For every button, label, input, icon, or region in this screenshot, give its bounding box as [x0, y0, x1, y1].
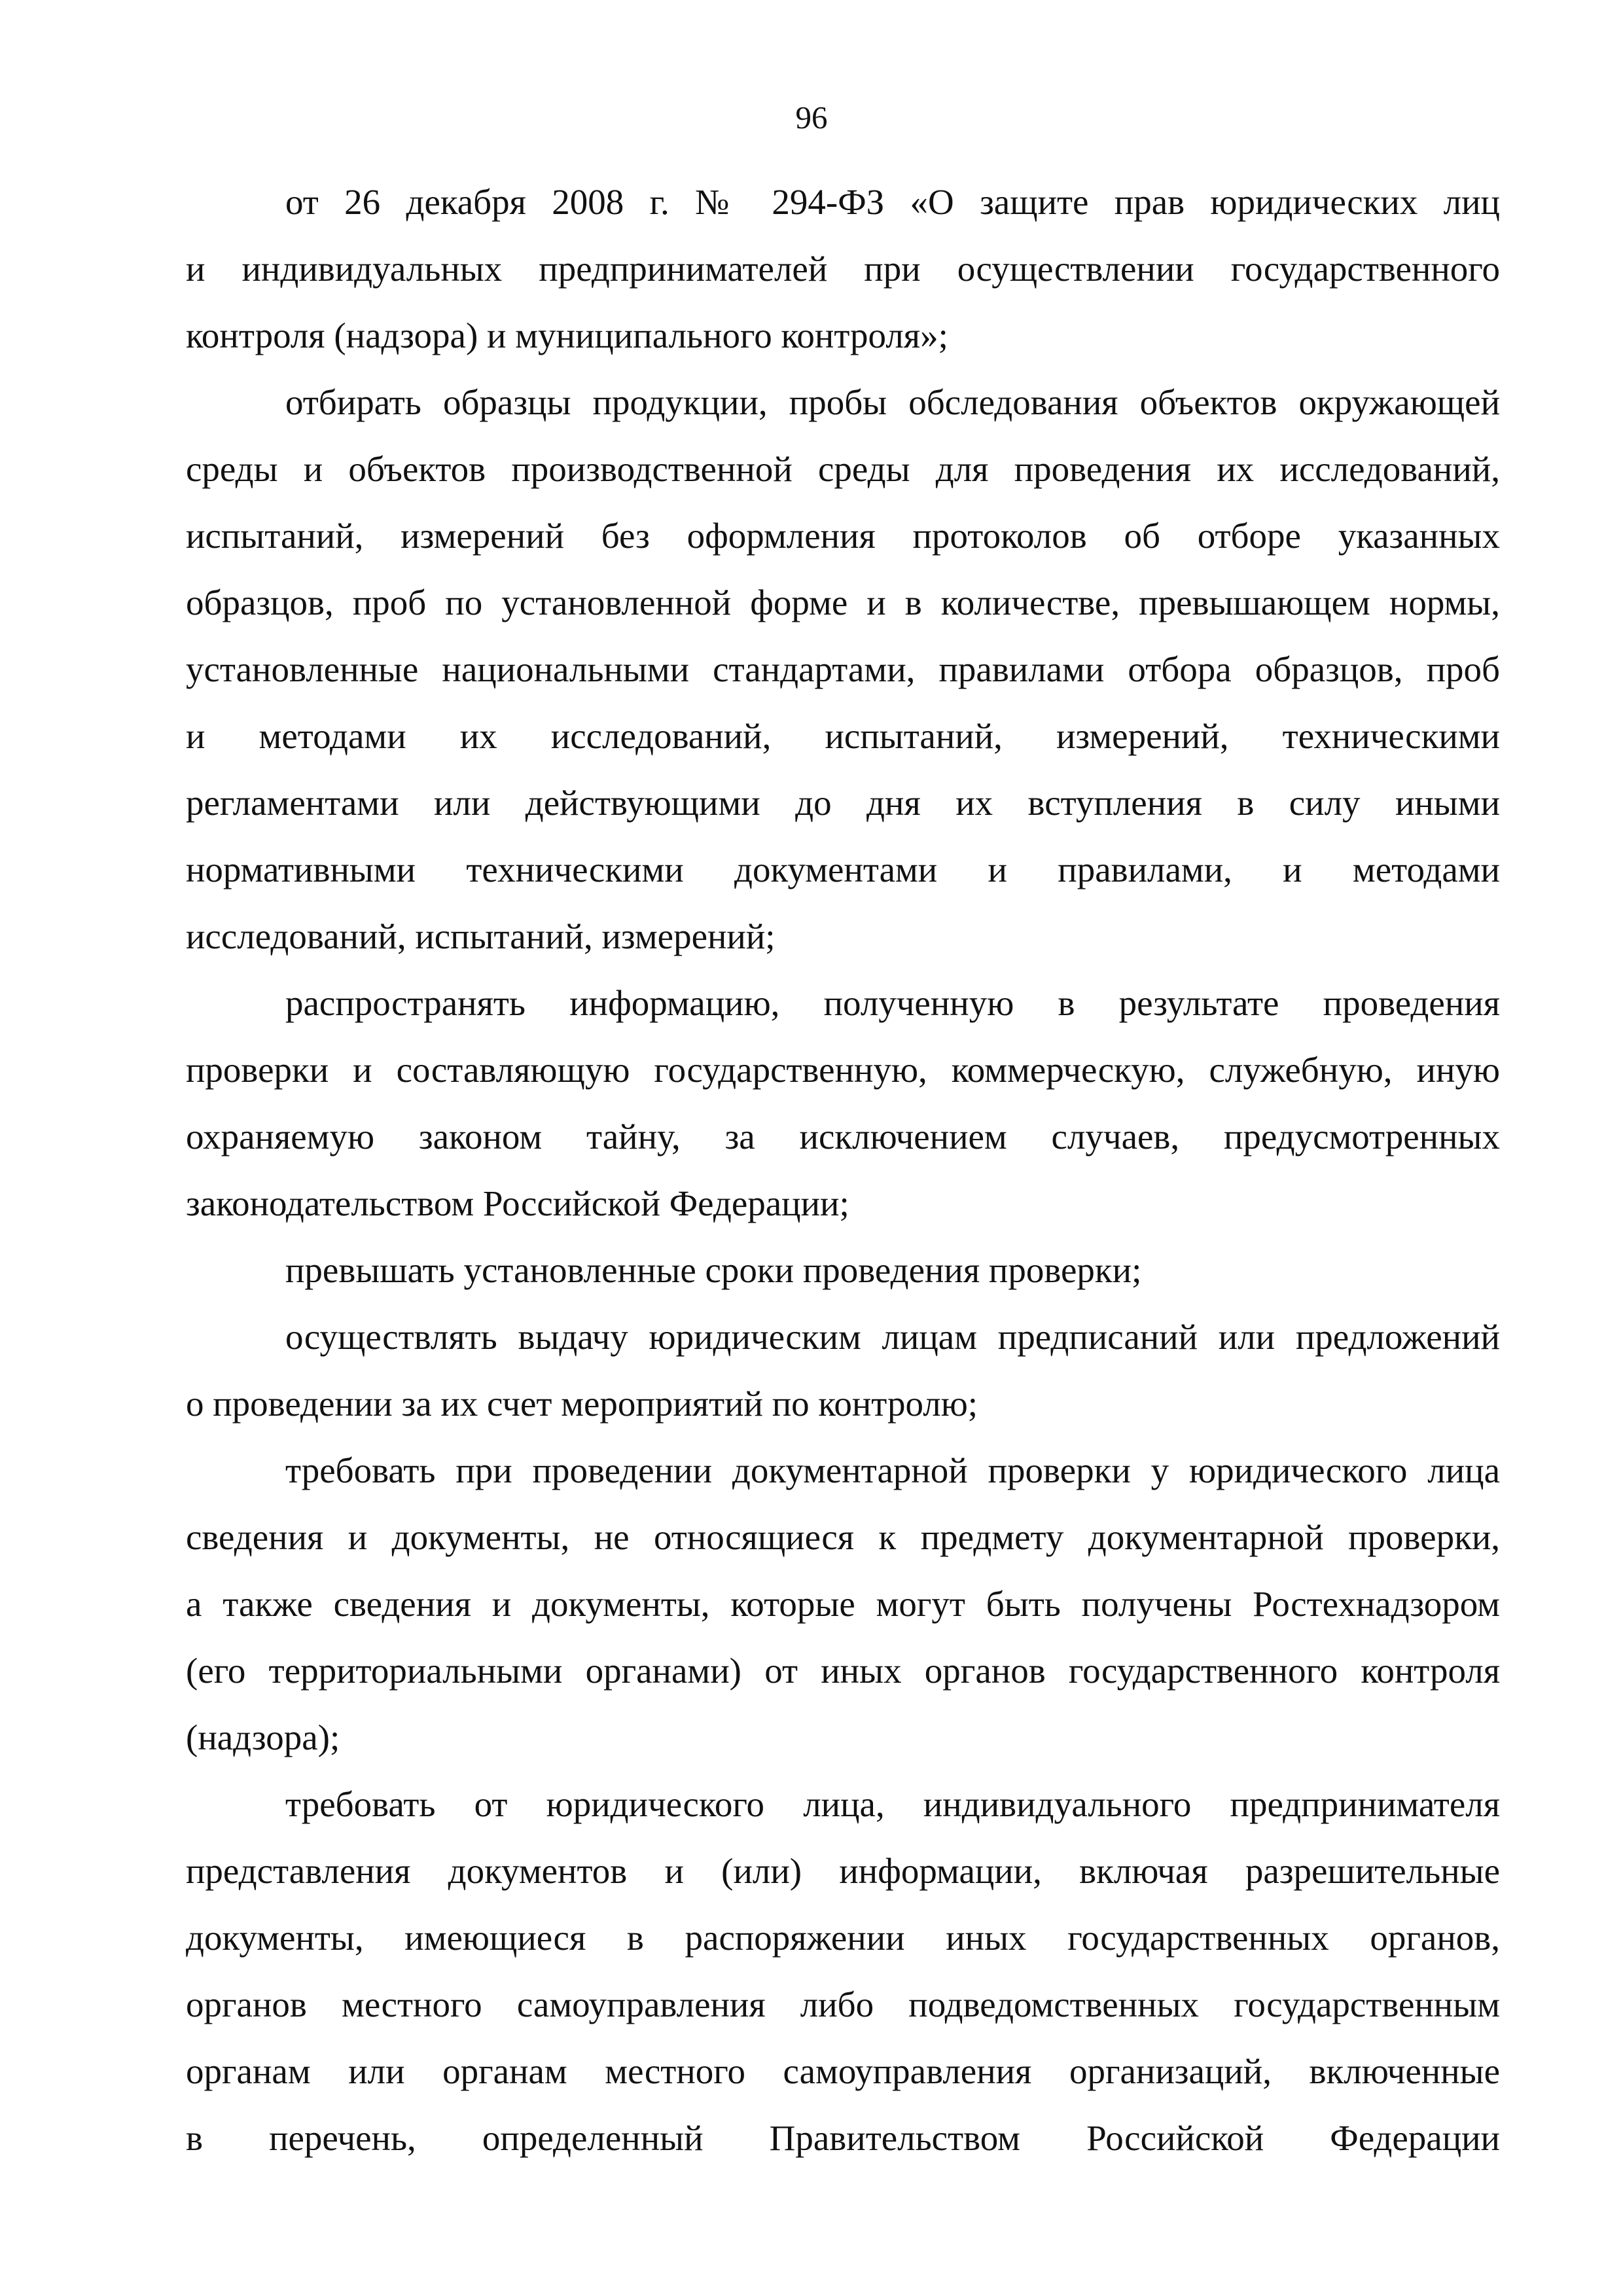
page-number: 96 [795, 99, 828, 135]
text-line: контроля (надзора) и муниципального контроля»; [186, 315, 948, 355]
text-line: осуществлять выдачу юридическим лицам предписаний или предложений [285, 1317, 1500, 1357]
text-line: органов местного самоуправления либо подведомственных государственным [186, 1984, 1500, 2024]
text-line: регламентами или действующими до дня их вступления в силу иными [186, 783, 1500, 823]
text-line: испытаний, измерений без оформления протоколов об отборе указанных [186, 516, 1500, 556]
text-line: нормативными техническими документами и правилами, и методами [186, 850, 1500, 889]
text-line: органам или органам местного самоуправления организаций, включенные [186, 2051, 1500, 2091]
text-line: от 26 декабря 2008 г. № 294-ФЗ «О защите прав юридических лиц [285, 182, 1500, 222]
text-line: в перечень, определенный Правительством Российской Федерации [186, 2118, 1500, 2158]
text-line: законодательством Российской Федерации; [186, 1183, 849, 1223]
text-line: отбирать образцы продукции, пробы обследования объектов окружающей [285, 382, 1500, 422]
text-line: представления документов и (или) информации, включая разрешительные [186, 1851, 1500, 1891]
text-line: охраняемую законом тайну, за исключением случаев, предусмотренных [186, 1117, 1500, 1157]
text-line: среды и объектов производственной среды для проведения их исследований, [186, 449, 1500, 489]
document-body [186, 169, 1500, 2172]
text-line: образцов, проб по установленной форме и в количестве, превышающем нормы, [186, 583, 1500, 622]
text-line: требовать от юридического лица, индивидуального предпринимателя [285, 1784, 1500, 1824]
text-line: проверки и составляющую государственную, коммерческую, служебную, иную [186, 1050, 1500, 1090]
text-line: о проведении за их счет мероприятий по контролю; [186, 1384, 978, 1424]
text-line: а также сведения и документы, которые могут быть получены Ростехнадзором [186, 1584, 1500, 1624]
text-line: требовать при проведении документарной проверки у юридического лица [285, 1450, 1500, 1490]
text-line: и индивидуальных предпринимателей при осуществлении государственного [186, 249, 1500, 289]
text-line: (его территориальными органами) от иных органов государственного контроля [186, 1651, 1500, 1691]
text-line: (надзора); [186, 1717, 340, 1757]
text-line: документы, имеющиеся в распоряжении иных государственных органов, [186, 1918, 1500, 1958]
text-line: исследований, испытаний, измерений; [186, 916, 776, 956]
text-line: превышать установленные сроки проведения проверки; [285, 1250, 1142, 1290]
text-line: распространять информацию, полученную в результате проведения [285, 983, 1500, 1023]
text-line: сведения и документы, не относящиеся к предмету документарной проверки, [186, 1517, 1500, 1557]
text-line: и методами их исследований, испытаний, измерений, техническими [186, 716, 1500, 756]
text-line: установленные национальными стандартами, правилами отбора образцов, проб [186, 649, 1500, 689]
